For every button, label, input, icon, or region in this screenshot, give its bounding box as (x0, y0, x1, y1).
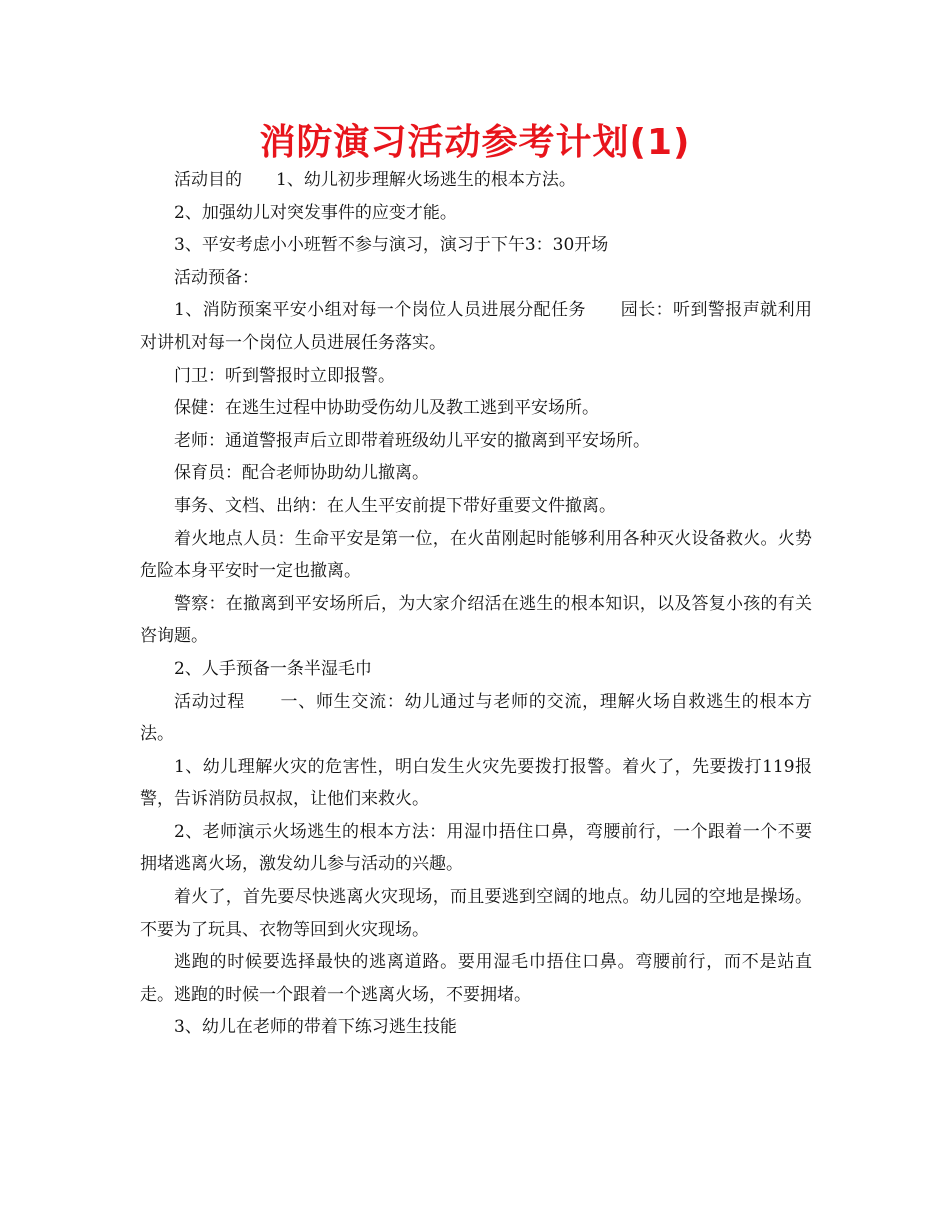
paragraph: 1、消防预案平安小组对每一个岗位人员进展分配任务 园长：听到警报声就利用对讲机对每一个岗位人员进展任务落实。 (140, 300, 812, 353)
paragraph: 老师：通道警报声后立即带着班级幼儿平安的撤离到平安场所。 (174, 430, 650, 451)
paragraph: 警察：在撤离到平安场所后，为大家介绍活在逃生的根本知识，以及答复小孩的有关咨询题。 (140, 593, 812, 647)
paragraph: 保育员：配合老师协助幼儿撤离。 (174, 463, 429, 484)
paragraph: 2、老师演示火场逃生的根本方法：用湿巾捂住口鼻，弯腰前行，一个跟着一个不要拥堵逃离火场，激发幼儿参与活动的兴趣。 (140, 821, 812, 875)
paragraph: 3、平安考虑小小班暂不参与演习，演习于下午3：30开场 (174, 235, 609, 256)
paragraph: 着火了，首先要尽快逃离火灾现场，而且要逃到空阔的地点。幼儿园的空地是操场。不要为了玩具、衣物等回到火灾现场。 (140, 887, 812, 940)
paragraph: 着火地点人员：生命平安是第一位，在火苗刚起时能够利用各种灭火设备救火。火势危险本身平安时一定也撤离。 (140, 528, 812, 582)
paragraph: 事务、文档、出纳：在人生平安前提下带好重要文件撤离。 (174, 495, 616, 516)
paragraph: 门卫：听到警报时立即报警。 (174, 365, 395, 386)
paragraph: 活动预备： (174, 267, 259, 288)
paragraph: 1、幼儿理解火灾的危害性，明白发生火灾先要拨打报警。着火了，先要拨打119报警，告诉消防员叔叔，让他们来救火。 (140, 756, 812, 810)
document-body (140, 164, 812, 1044)
paragraph: 保健：在逃生过程中协助受伤幼儿及教工逃到平安场所。 (174, 398, 599, 419)
paragraph: 逃跑的时候要选择最快的逃离道路。要用湿毛巾捂住口鼻。弯腰前行，而不是站直走。逃跑的时候一个跟着一个逃离火场，不要拥堵。 (140, 952, 812, 1005)
paragraph: 活动目的 1、幼儿初步理解火场逃生的根本方法。 (174, 170, 576, 190)
paragraph: 3、幼儿在老师的带着下练习逃生技能 (174, 1017, 457, 1038)
paragraph: 2、人手预备一条半湿毛巾 (174, 658, 372, 679)
paragraph: 2、加强幼儿对突发事件的应变才能。 (174, 202, 457, 223)
document-title: 消防演习活动参考计划(1) (259, 122, 691, 163)
paragraph: 活动过程 一、师生交流：幼儿通过与老师的交流，理解火场自救逃生的根本方法。 (140, 691, 812, 745)
